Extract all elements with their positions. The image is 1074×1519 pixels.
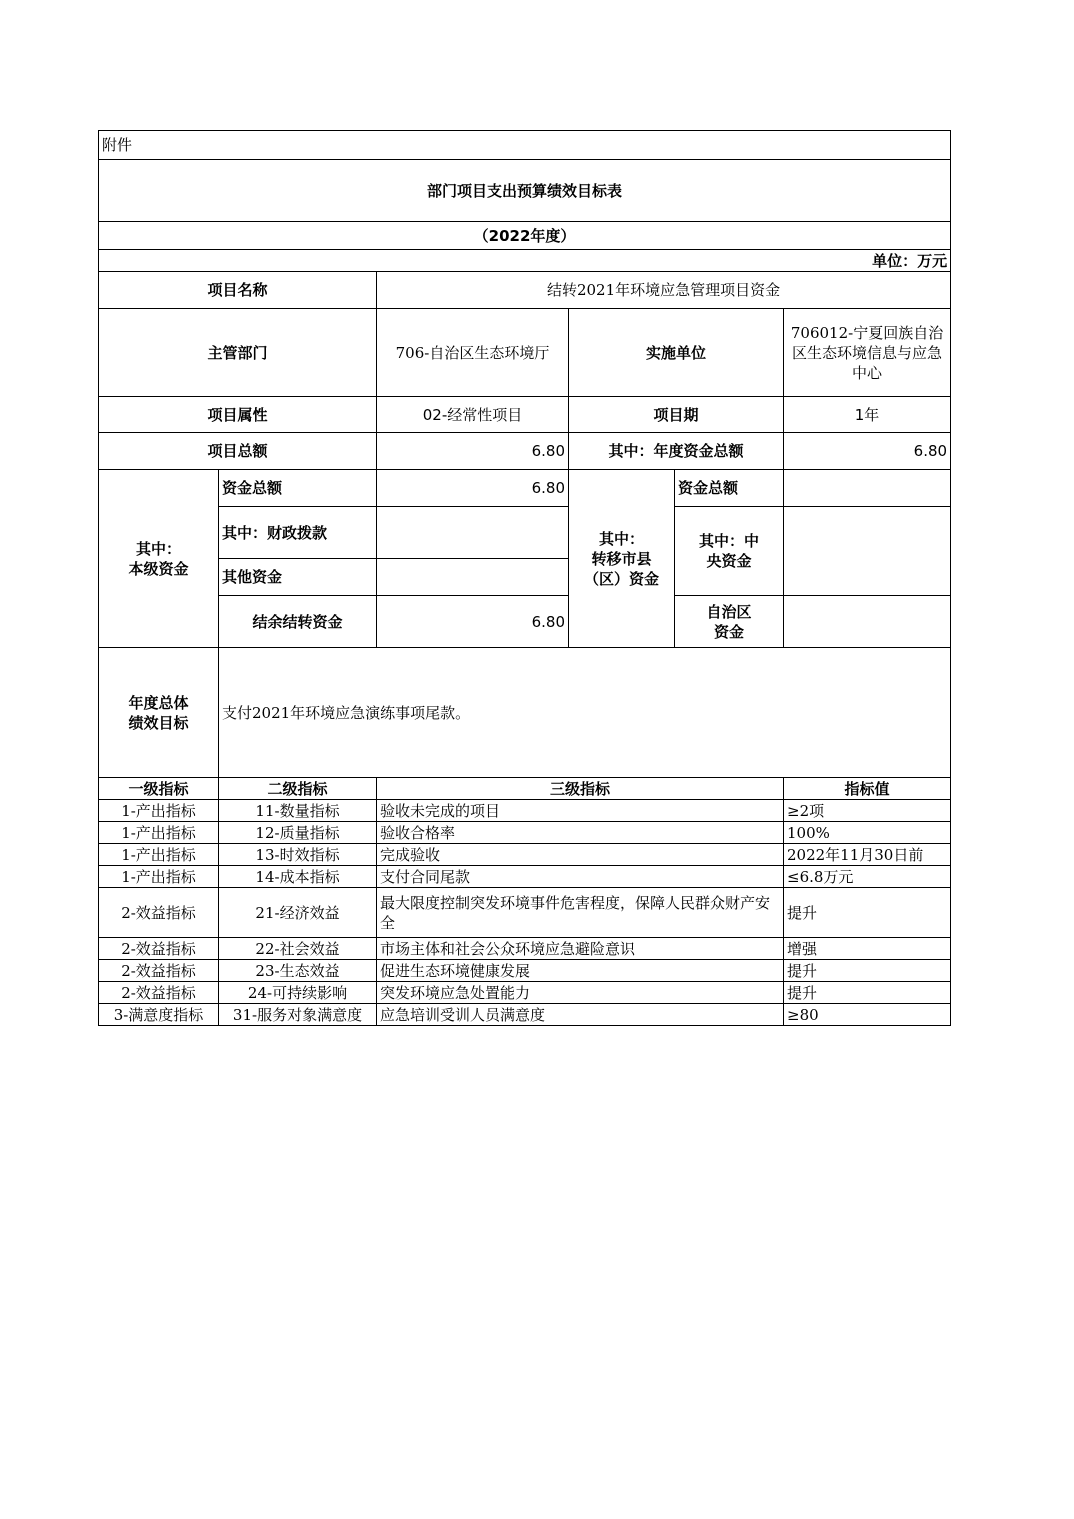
indicator-l1: 2-效益指标 [99, 960, 219, 982]
other-funds-value [377, 559, 569, 596]
indicator-value: 提升 [784, 888, 951, 938]
project-name-value: 结转2021年环境应急管理项目资金 [377, 272, 951, 309]
table-row [99, 822, 951, 844]
indicator-l3: 支付合同尾款 [377, 866, 784, 888]
project-name-label: 项目名称 [99, 272, 377, 309]
local-total-value: 6.80 [377, 470, 569, 507]
dept-value: 706-自治区生态环境厅 [377, 309, 569, 397]
indicator-l3: 最大限度控制突发环境事件危害程度，保障人民群众财产安全 [377, 888, 784, 938]
central-funds-value [784, 507, 951, 596]
fiscal-value [377, 507, 569, 559]
total-label: 项目总额 [99, 433, 377, 470]
indicator-l2: 12-质量指标 [219, 822, 377, 844]
period-value: 1年 [784, 397, 951, 433]
unit-label: 单位：万元 [99, 250, 951, 272]
page-title: 部门项目支出预算绩效目标表 [99, 160, 951, 222]
indicator-value: 提升 [784, 982, 951, 1004]
attr-value: 02-经常性项目 [377, 397, 569, 433]
indicator-l2: 13-时效指标 [219, 844, 377, 866]
central-funds-label: 其中：中 央资金 [675, 507, 784, 596]
fiscal-label: 其中：财政拨款 [219, 507, 377, 559]
indicator-l3: 验收合格率 [377, 822, 784, 844]
total-value: 6.80 [377, 433, 569, 470]
table-row [99, 938, 951, 960]
table-row [99, 844, 951, 866]
period-label: 项目期 [569, 397, 784, 433]
indicator-value: ≥2项 [784, 800, 951, 822]
transfer-total-label: 资金总额 [675, 470, 784, 507]
indicator-l1: 1-产出指标 [99, 800, 219, 822]
indicator-l2: 11-数量指标 [219, 800, 377, 822]
transfer-total-value [784, 470, 951, 507]
indicator-l3: 突发环境应急处置能力 [377, 982, 784, 1004]
indicator-l2: 14-成本指标 [219, 866, 377, 888]
dept-label: 主管部门 [99, 309, 377, 397]
attachment-label: 附件 [99, 131, 951, 160]
indicator-header-l3: 三级指标 [377, 778, 784, 800]
annual-total-value: 6.80 [784, 433, 951, 470]
transfer-funds-group-label: 其中： 转移市县 （区）资金 [569, 470, 675, 648]
indicator-value: 2022年11月30日前 [784, 844, 951, 866]
indicator-l1: 1-产出指标 [99, 822, 219, 844]
indicator-l3: 完成验收 [377, 844, 784, 866]
indicator-l1: 1-产出指标 [99, 844, 219, 866]
other-funds-label: 其他资金 [219, 559, 377, 596]
impl-value: 706012-宁夏回族自治区生态环境信息与应急中心 [784, 309, 951, 397]
annual-goal-text: 支付2021年环境应急演练事项尾款。 [219, 648, 951, 778]
annual-total-label: 其中：年度资金总额 [569, 433, 784, 470]
attr-label: 项目属性 [99, 397, 377, 433]
indicator-value: ≥80 [784, 1004, 951, 1026]
table-row [99, 982, 951, 1004]
year-label: （2022年度） [99, 222, 951, 250]
indicator-l2: 23-生态效益 [219, 960, 377, 982]
table-row [99, 960, 951, 982]
indicator-l2: 24-可持续影响 [219, 982, 377, 1004]
indicator-value: 提升 [784, 960, 951, 982]
indicator-l1: 2-效益指标 [99, 982, 219, 1004]
table-row [99, 1004, 951, 1026]
carryover-value: 6.80 [377, 596, 569, 648]
indicator-value: ≤6.8万元 [784, 866, 951, 888]
indicator-l1: 1-产出指标 [99, 866, 219, 888]
indicator-value: 增强 [784, 938, 951, 960]
region-funds-value [784, 596, 951, 648]
local-funds-group-label: 其中： 本级资金 [99, 470, 219, 648]
indicator-l3: 市场主体和社会公众环境应急避险意识 [377, 938, 784, 960]
local-total-label: 资金总额 [219, 470, 377, 507]
region-funds-label: 自治区 资金 [675, 596, 784, 648]
indicator-l2: 31-服务对象满意度 [219, 1004, 377, 1026]
indicator-l1: 3-满意度指标 [99, 1004, 219, 1026]
carryover-label: 结余结转资金 [219, 596, 377, 648]
performance-target-table [98, 130, 951, 1026]
indicator-l3: 验收未完成的项目 [377, 800, 784, 822]
table-row [99, 800, 951, 822]
indicator-value: 100% [784, 822, 951, 844]
indicator-header-l1: 一级指标 [99, 778, 219, 800]
indicator-l2: 21-经济效益 [219, 888, 377, 938]
impl-label: 实施单位 [569, 309, 784, 397]
indicator-l1: 2-效益指标 [99, 938, 219, 960]
table-row [99, 866, 951, 888]
indicator-header-l2: 二级指标 [219, 778, 377, 800]
indicator-l3: 应急培训受训人员满意度 [377, 1004, 784, 1026]
indicator-l2: 22-社会效益 [219, 938, 377, 960]
table-row [99, 888, 951, 938]
annual-goal-label: 年度总体 绩效目标 [99, 648, 219, 778]
indicator-header-value: 指标值 [784, 778, 951, 800]
indicator-l1: 2-效益指标 [99, 888, 219, 938]
indicator-l3: 促进生态环境健康发展 [377, 960, 784, 982]
